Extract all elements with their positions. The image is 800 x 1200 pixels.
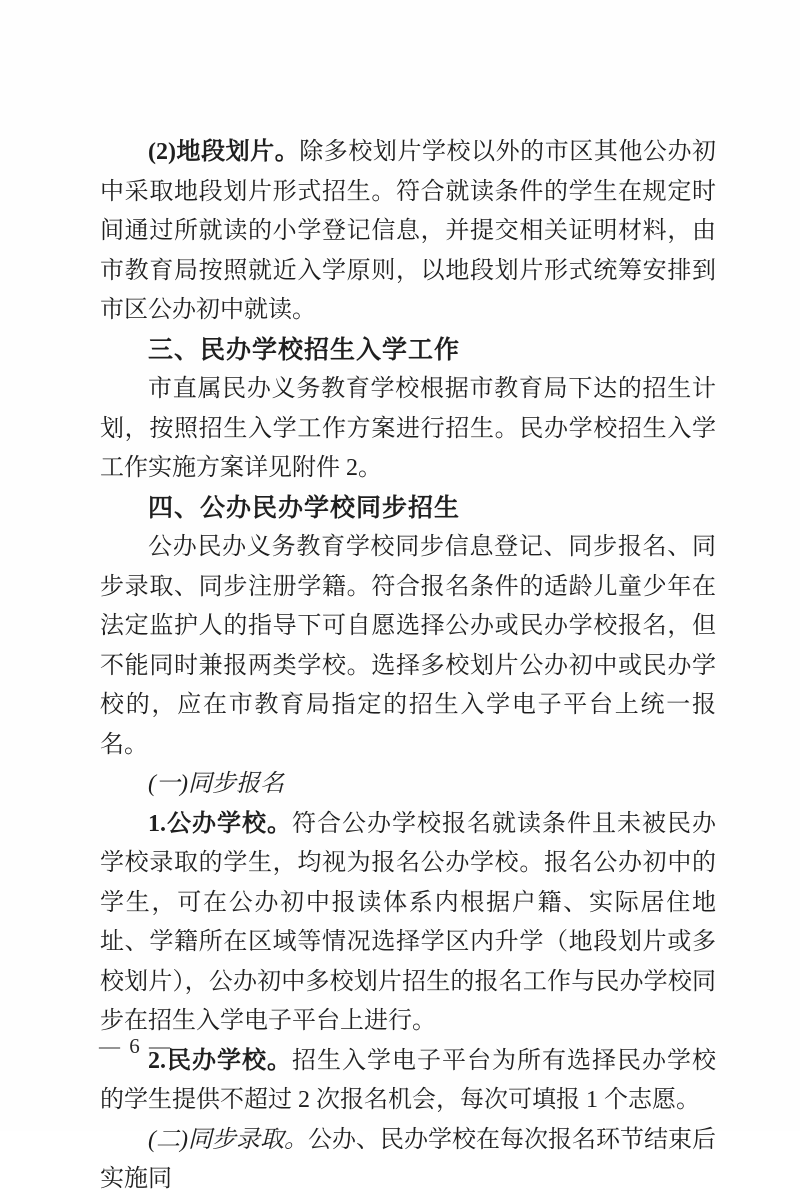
section-heading-4-synchronized-enrollment: 四、公办民办学校同步招生 — [148, 493, 461, 522]
paragraph-lead-district-zoning: (2)地段划片。 — [148, 139, 300, 165]
paragraph-text-synchronized-admission: 公办、民办学校在每次报名环节结束后实施同 — [100, 1126, 717, 1192]
page-number: — 6 — — [99, 1034, 172, 1058]
paragraph-text-district-zoning: 除多校划片学校以外的市区其他公办初中采取地段划片形式招生。符合就读条件的学生在规定时间通过所就读的小学登记信息，并提交相关证明材料，由市教育局按照就近入学原则，以地段划片形式统筹安排到市区公办初中就读。 — [100, 139, 717, 323]
document-body — [100, 133, 716, 1200]
paragraph-district-zoning — [100, 133, 716, 331]
section-heading-3-private-school-enrollment: 三、民办学校招生入学工作 — [148, 335, 461, 364]
paragraph-synchronized-admission — [100, 1121, 716, 1200]
paragraph-private-schools — [100, 1042, 716, 1121]
paragraph-text-public-schools: 符合公办学校报名就读条件且未被民办学校录取的学生，均视为报名公办学校。报名公办初中的学生，可在公办初中报读体系内根据户籍、实际居住地址、学籍所在区域等情况选择学区内升学（地段划片或多校划片），公办初中多校划片招生的报名工作与民办学校同步在招生入学电子平台上进行。 — [100, 810, 716, 1034]
paragraph-lead-public-schools: 1.公办学校。 — [148, 810, 292, 837]
paragraph-public-schools — [100, 805, 716, 1042]
paragraph-synchronized-enrollment: 公办民办义务教育学校同步信息登记、同步报名、同步录取、同步注册学籍。符合报名条件的适龄儿童少年在法定监护人的指导下可自愿选择公办或民办学校报名，但不能同时兼报两类学校。选择多校划片公办初中或民办学校的，应在市教育局指定的招生入学电子平台上统一报名。 — [100, 534, 716, 758]
paragraph-lead-private-schools: 2.民办学校。 — [148, 1047, 292, 1074]
paragraph-private-school-plan: 市直属民办义务教育学校根据市教育局下达的招生计划，按照招生入学工作方案进行招生。民办学校招生入学工作实施方案详见附件 2。 — [100, 376, 716, 481]
subheading-synchronized-registration: (一)同步报名 — [148, 771, 284, 797]
paragraph-text-private-schools: 招生入学电子平台为所有选择民办学校的学生提供不超过 2 次报名机会，每次可填报 1 个志愿。 — [100, 1047, 716, 1113]
paragraph-lead-synchronized-admission: (二)同步录取。 — [148, 1126, 308, 1153]
